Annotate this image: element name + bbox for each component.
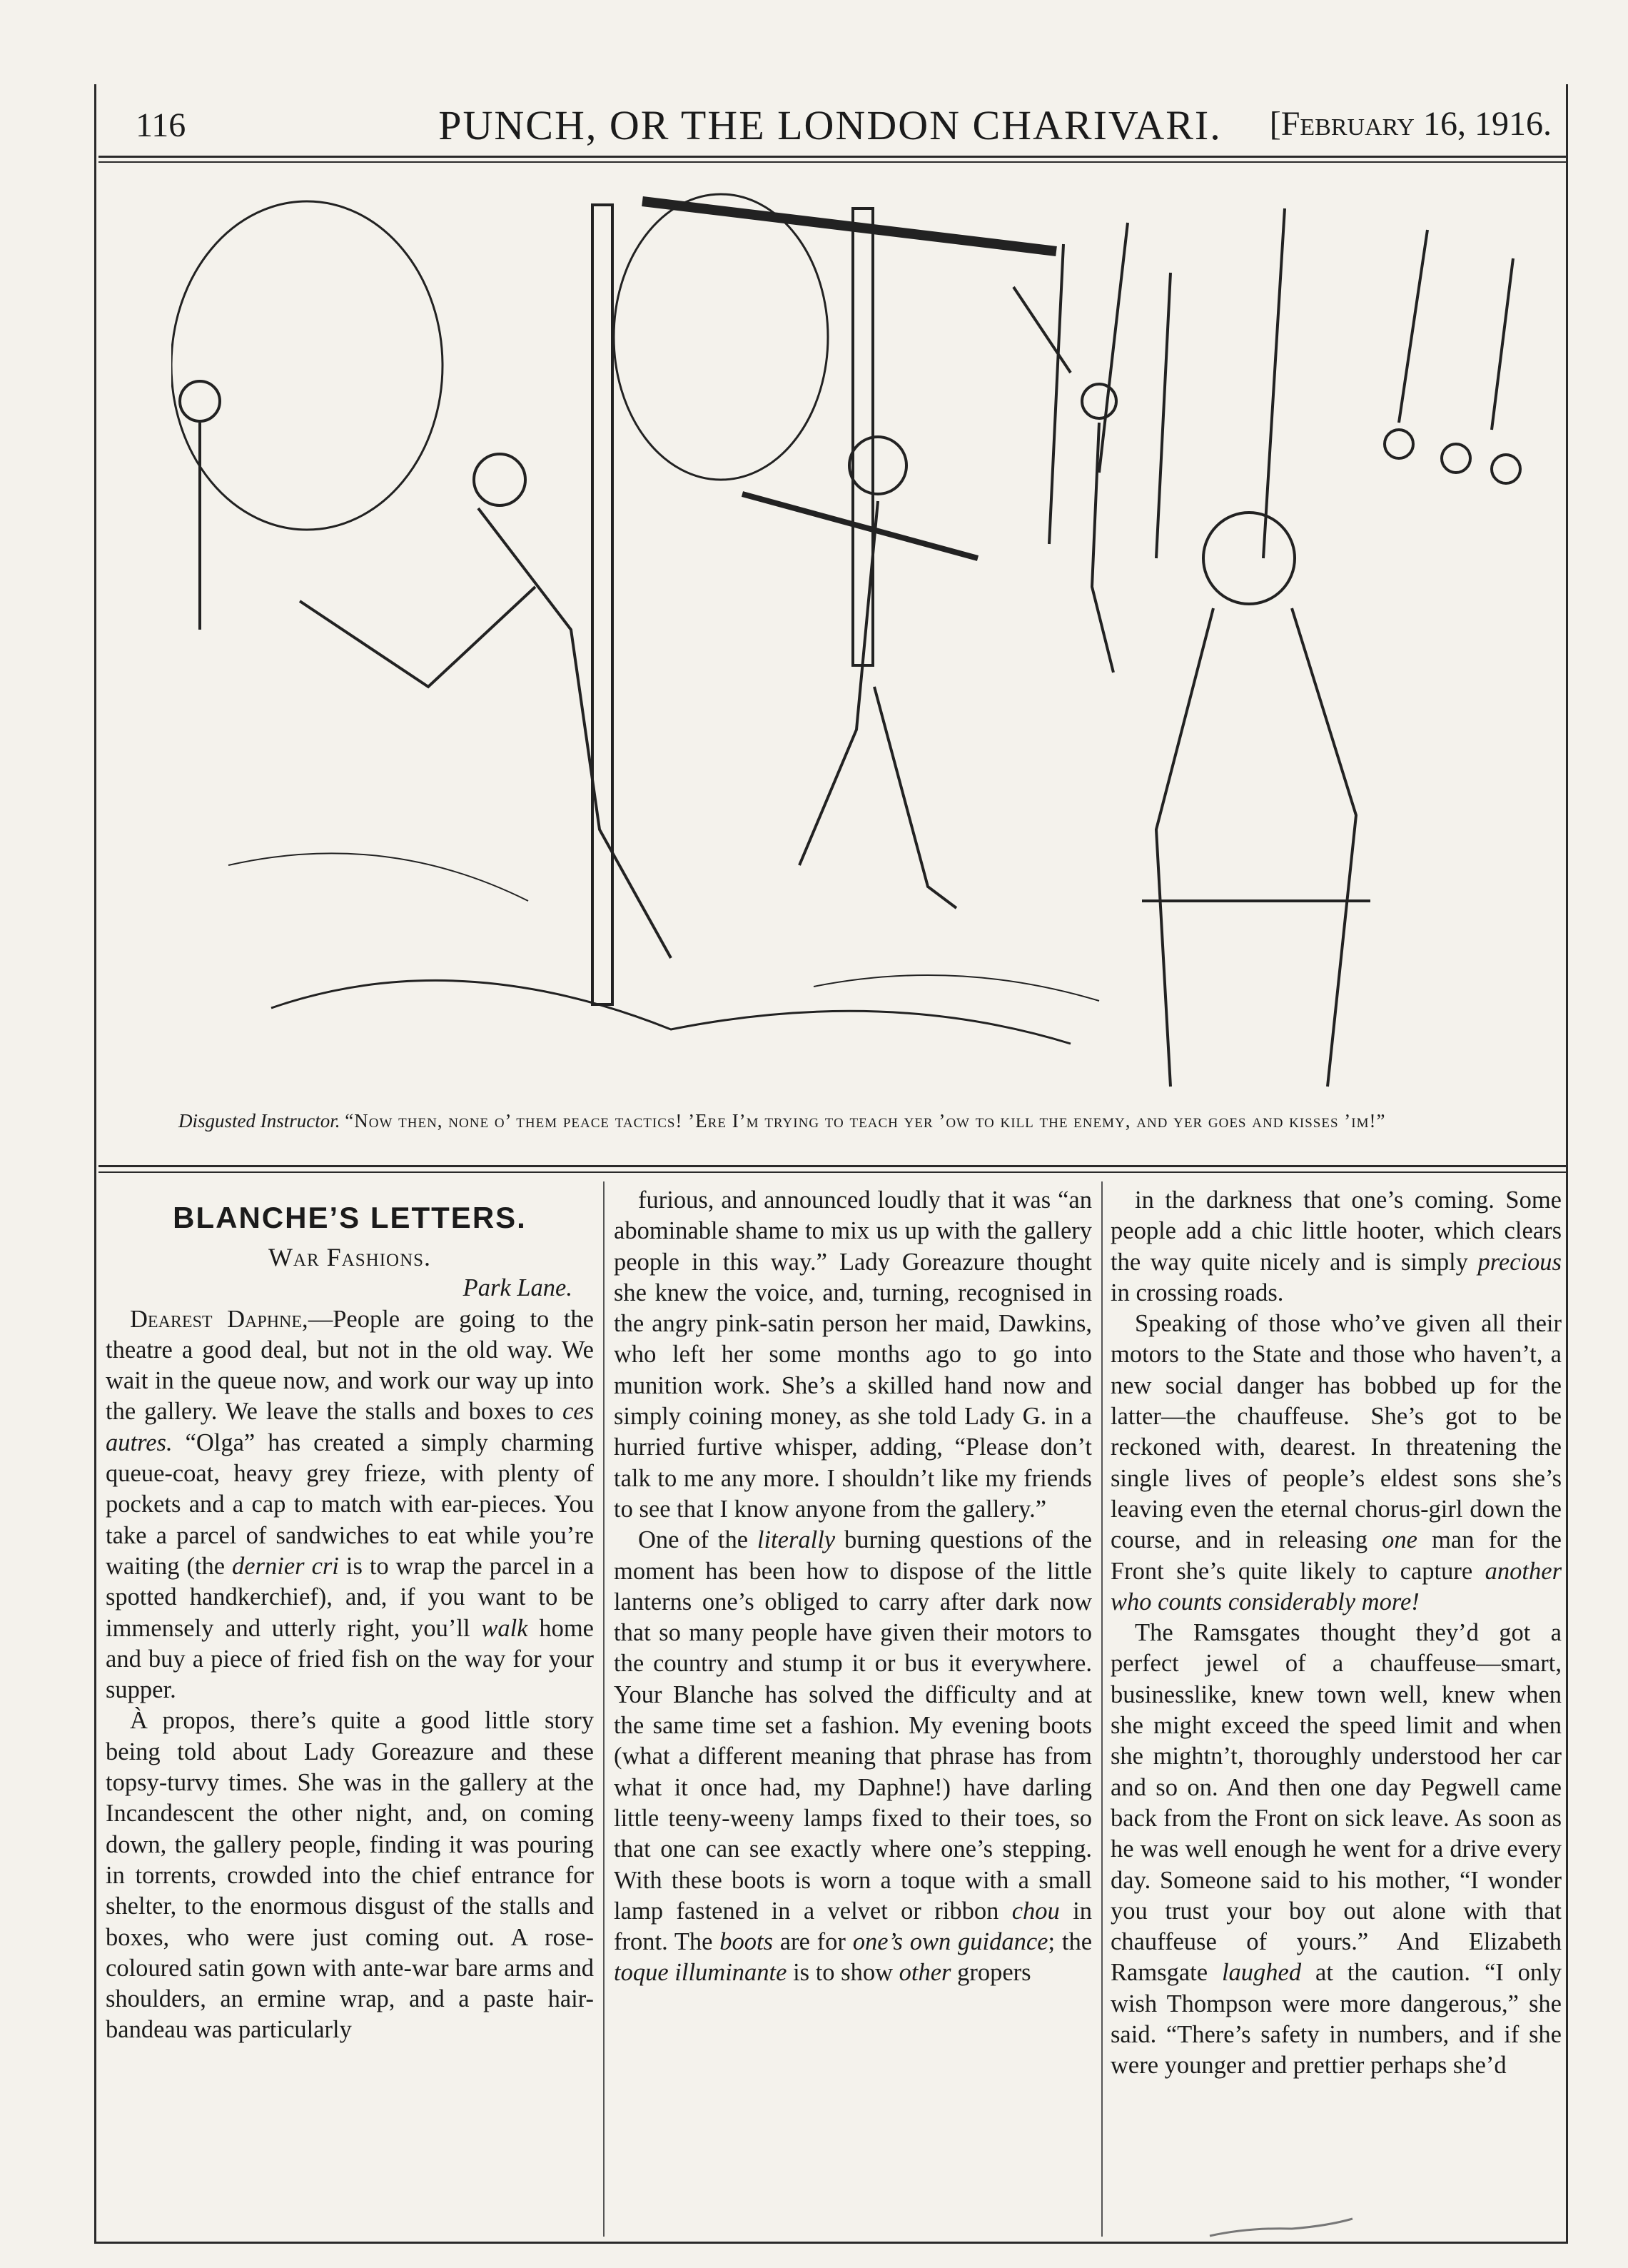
text-run: boots — [719, 1928, 774, 1956]
article-paragraph — [1111, 1309, 1562, 1618]
article-paragraph — [614, 1525, 1092, 1988]
text-run: À propos, there’s quite a good little story being told about Lady Goreazure and these topsy-turvy times. She was in the gallery at the Incandescent the other night, and, on coming down, the gallery people, finding it was pouring in torrents, crowded into the chief entrance for shelter, to the enormous disgust of the stalls and boxes, who were just coming out. A rose-coloured satin gown with ante-war bare arms and shoulders, an ermine wrap, and a paste hair-bandeau was particularly — [106, 1707, 594, 2044]
text-run: are for — [773, 1928, 853, 1956]
text-run: furious, and announced loudly that it was “an abominable shame to mix us up with the gallery people in this way.” Lady Goreazure thought she knew the voice, and, turning, recognised in the angry pink-satin person her maid, Dawkins, who left her some months ago to go into munition work. She’s a skilled hand now and simply coining money, as she told Lady G. in a hurried furtive whisper, adding, “Please don’t talk to me any more. I shouldn’t like my friends to see that I know anyone from the gallery.” — [614, 1186, 1092, 1523]
text-run: ces autres. — [106, 1398, 594, 1456]
text-run: in front. The — [614, 1897, 1092, 1956]
column-2-body — [614, 1185, 1092, 1989]
article-title: BLANCHE’S LETTERS. — [173, 1201, 527, 1234]
text-run: “Olga” has created a simply charming queue-coat, heavy grey frieze, with plenty of pockets and a cap to match with ear-pieces. You take a parcel of sandwiches to eat while you’re waiting (the — [106, 1428, 594, 1580]
cartoon-illustration — [171, 187, 1556, 1099]
text-run: gropers — [951, 1959, 1031, 1987]
text-run: is to wrap the parcel in a spotted handkerchief), and, if you want to be immensely and utterly right, you’ll — [106, 1552, 595, 1642]
cartoon-caption — [178, 1108, 1563, 1134]
caption-quote: “Now then, none o’ them peace tactics! ’Ere I’m trying to teach yer ’ow to kill the enemy, and yer goes and kisses ’im!” — [345, 1110, 1386, 1132]
column-divider-2 — [1101, 1181, 1103, 2237]
page-number: 116 — [136, 106, 186, 144]
text-run: precious — [1477, 1248, 1562, 1276]
page-frame-left-rule — [94, 84, 96, 2244]
article-paragraph — [106, 1304, 594, 1706]
page-frame-right-rule — [1566, 84, 1568, 2244]
text-run: laughed — [1221, 1959, 1302, 1987]
page-header — [98, 99, 1562, 170]
text-run: Dearest Daphne, — [130, 1305, 308, 1333]
text-run: other — [899, 1959, 951, 1987]
text-run: at the caution. “I only wish Thompson were more dangerous,” she said. “There’s safety in numbers, and if she were younger and prettier perhaps she’d — [1111, 1959, 1562, 2080]
article-paragraph — [1111, 1185, 1562, 1309]
caption-rule-bottom — [98, 1171, 1566, 1173]
caption-rule-top — [98, 1165, 1566, 1167]
text-run: dernier cri — [232, 1552, 339, 1580]
footer-rule — [94, 2242, 1568, 2244]
text-run: one’s own guidance — [852, 1928, 1048, 1956]
text-run: Speaking of those who’ve given all their motors to the State and those who haven’t, a new social danger has bobbed up for the latter—the chauffeuse. She’s got to be reckoned with, dearest. In threatening the single lives of people’s eldest sons she’s leaving even the eternal chorus-girl down the course, and in releasing — [1111, 1310, 1562, 1554]
header-rule-top — [98, 156, 1566, 158]
ink-smudge-mark — [1206, 2213, 1356, 2242]
text-run: literally — [757, 1526, 836, 1554]
text-run: another who counts considerably more! — [1111, 1557, 1562, 1616]
article-dateline: Park Lane. — [462, 1274, 572, 1302]
column-1-body — [106, 1304, 594, 2046]
text-run: chou — [1011, 1897, 1060, 1925]
text-run: burning questions of the moment has been how to dispose of the little lanterns one’s obliged to carry after dark now that so many people have given their motors to the country and stump it or bus it everywhere. Your Blanche has solved the difficulty and at the same time set a fashion. My evening boots (what a different meaning that phrase has from what it once had, my Daphne!) have darling little teeny-weeny lamps fixed to their toes, so that one can see exactly where one’s stepping. With these boots is worn a toque with a small lamp fastened in a velvet or ribbon — [614, 1526, 1092, 1925]
column-divider-1 — [603, 1181, 605, 2237]
text-run: toque illuminante — [614, 1959, 787, 1987]
text-run: One of the — [638, 1526, 757, 1554]
article-column-2 — [614, 1185, 1092, 1989]
text-run: man for the Front she’s quite likely to capture — [1111, 1526, 1562, 1585]
header-rule-bottom — [98, 161, 1566, 163]
text-run: walk — [481, 1614, 528, 1642]
text-run: in crossing roads. — [1111, 1279, 1284, 1306]
article-paragraph — [614, 1185, 1092, 1525]
text-run: —People are going to the theatre a good deal, but not in the old way. We wait in the queue now, and work our way up into the gallery. We leave the stalls and boxes to — [106, 1305, 594, 1426]
article-subtitle: War Fashions. — [268, 1243, 432, 1271]
text-run: The Ramsgates thought they’d got a perfect jewel of a chauffeuse—smart, businesslike, knew town well, knew when she might exceed the speed limit and when she mightn’t, thoroughly understood her car and so on. And then one day Pegwell came back from the Front on sick leave. As soon as he was well enough he went for a drive every day. Someone said to his mother, “I wonder you trust your boy out alone with that chauffeuse of yours.” And Elizabeth Ramsgate — [1111, 1619, 1562, 1987]
text-run: home and buy a piece of fried fish on the way for your supper. — [106, 1614, 594, 1704]
masthead: PUNCH, OR THE LONDON CHARIVARI. — [438, 102, 1222, 148]
article-paragraph — [106, 1705, 594, 2045]
issue-date: [February 16, 1916. — [1269, 105, 1552, 143]
text-run: is to show — [787, 1959, 899, 1987]
text-run: in the darkness that one’s coming. Some people add a chic little hooter, which clears the way quite nicely and is simply — [1111, 1186, 1562, 1276]
article-column-3 — [1111, 1185, 1562, 2082]
caption-speaker: Disgusted Instructor. — [178, 1110, 340, 1132]
column-3-body — [1111, 1185, 1562, 2082]
article-paragraph — [1111, 1618, 1562, 2081]
text-run: one — [1382, 1526, 1417, 1554]
text-run: ; the — [1048, 1928, 1093, 1956]
article-column-1 — [106, 1185, 594, 2046]
